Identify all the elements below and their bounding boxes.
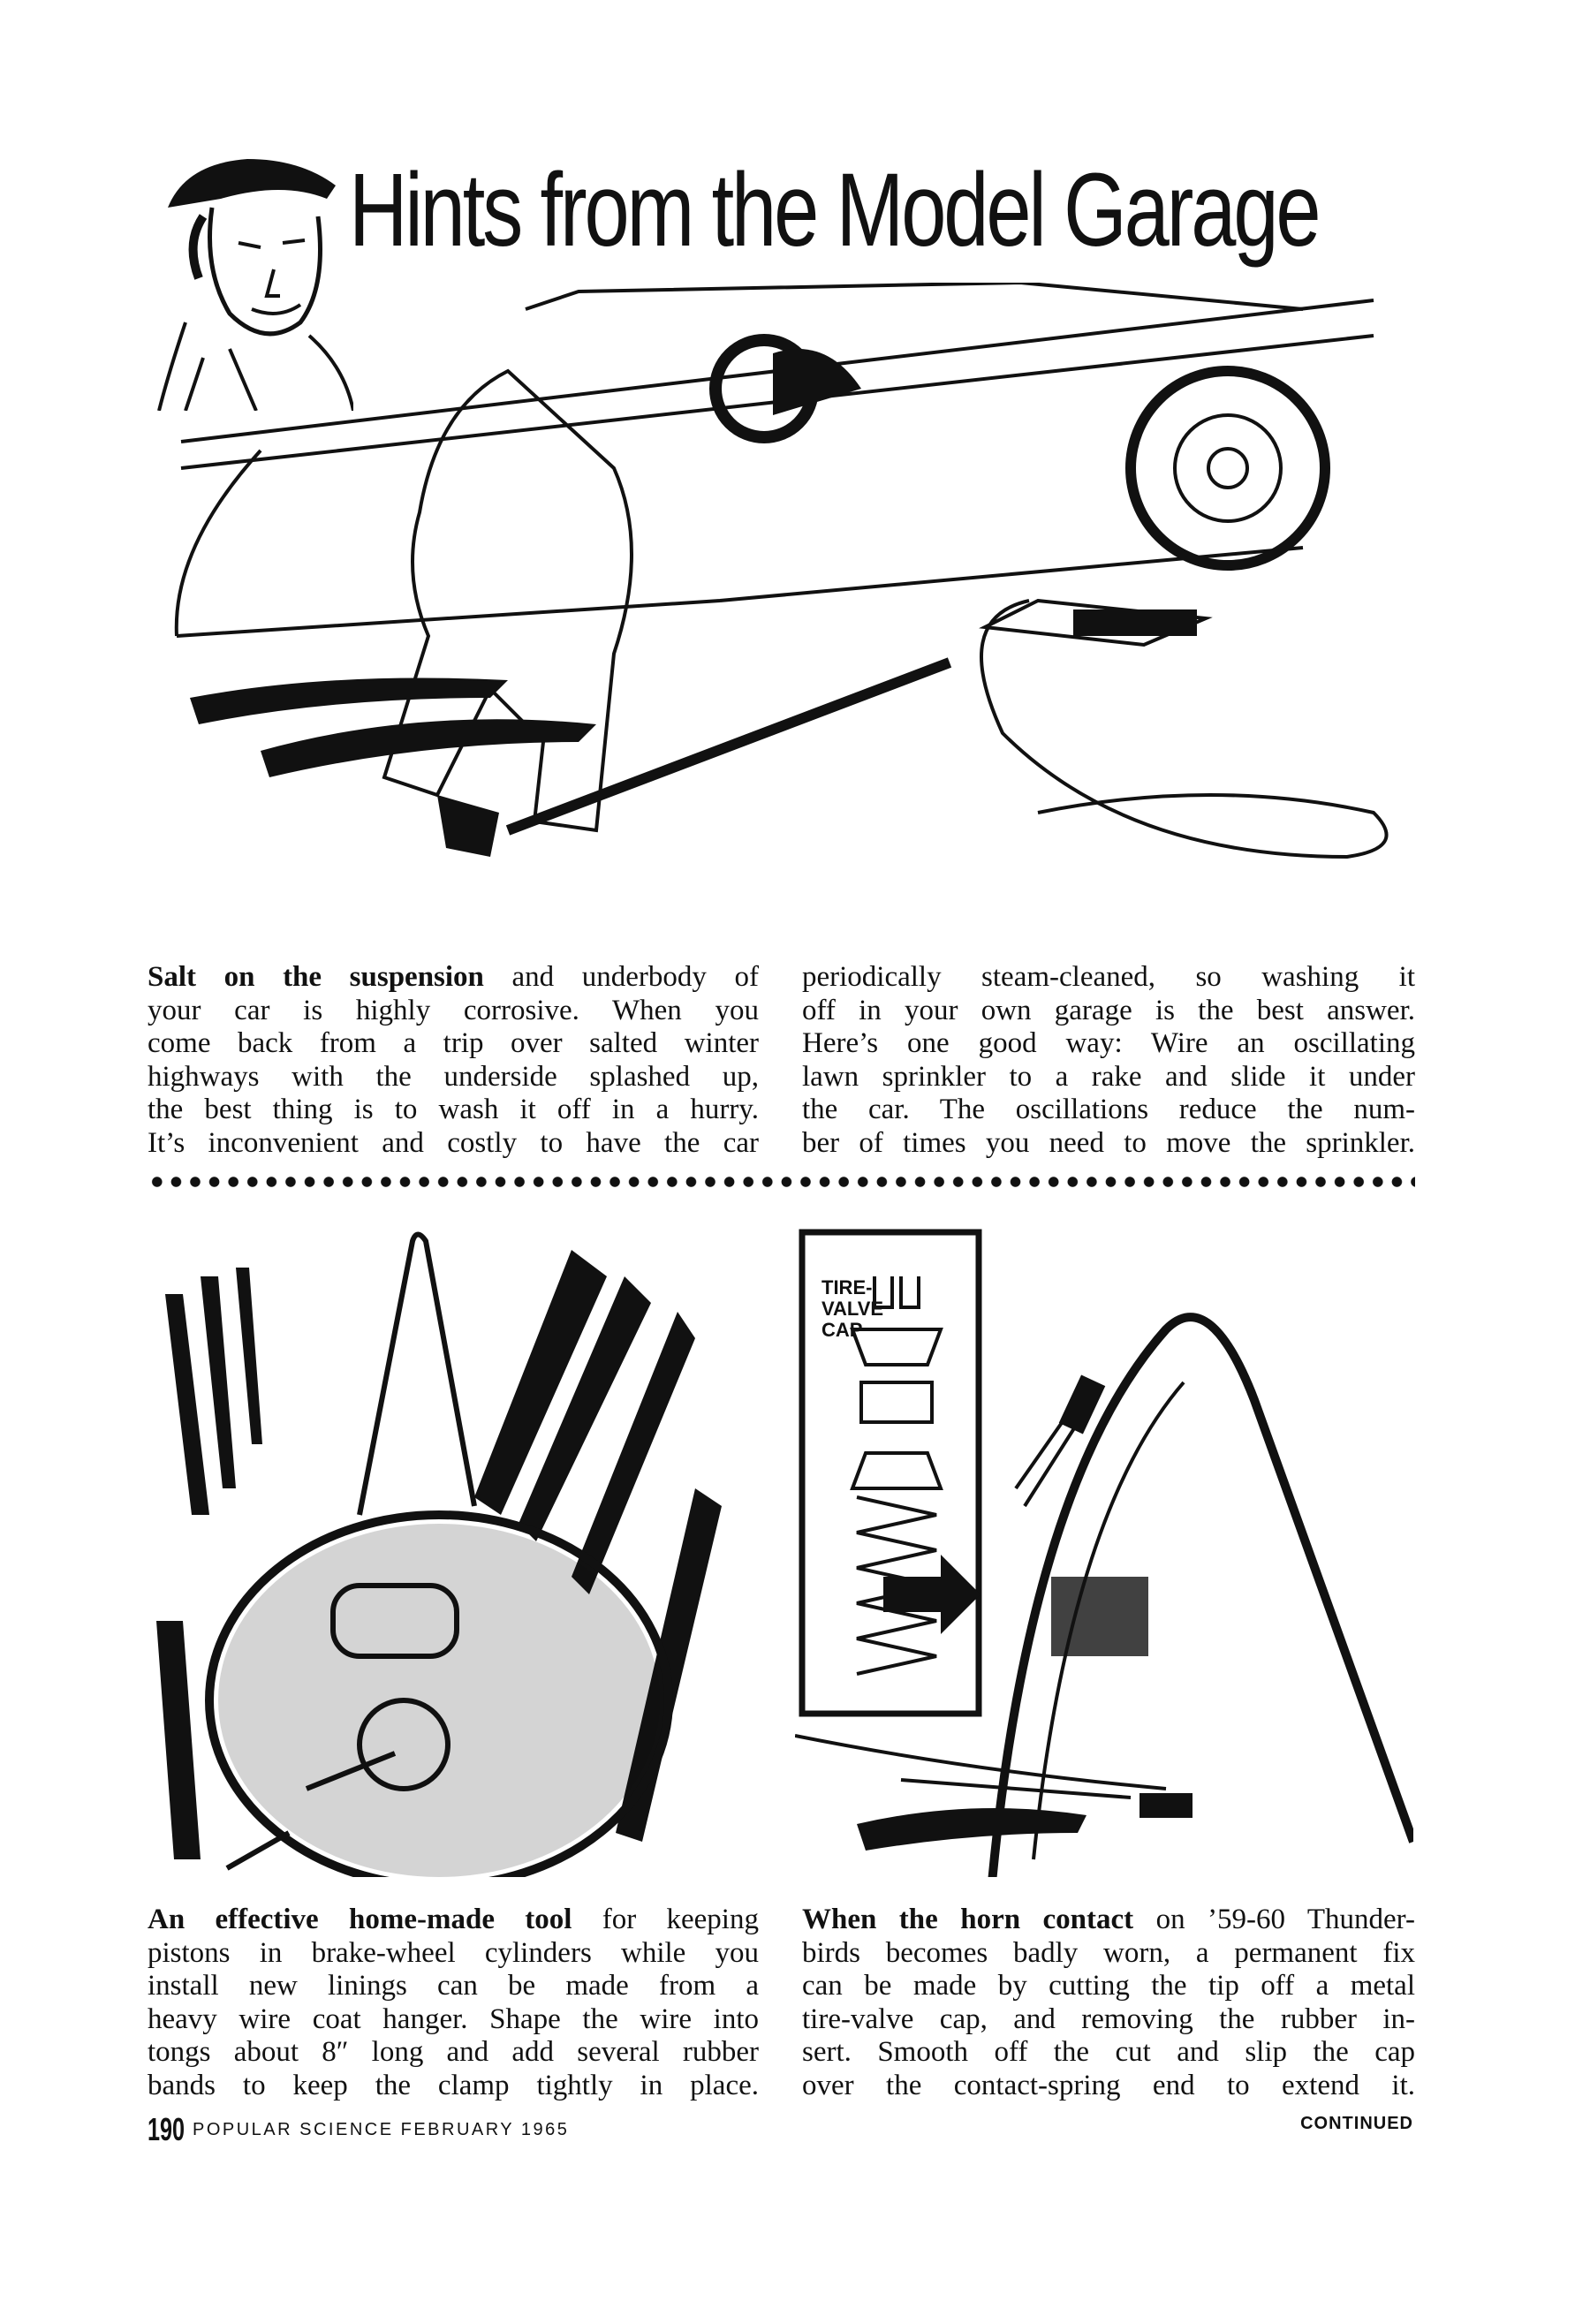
tire-valve-cap-label: TIRE- (822, 1276, 873, 1298)
brake-tool-illustration (148, 1223, 775, 1877)
tire-valve-cap-label: VALVE (822, 1298, 884, 1320)
text-line: tongs about 8″ long and add several rubber (148, 2036, 759, 2069)
text-line: periodically steam-cleaned, so washing it (802, 961, 1415, 993)
article-brake-tool (148, 1904, 759, 2103)
car-sprinkler-illustration (155, 283, 1413, 954)
text-line: off in your own garage is the best answer. (802, 994, 1415, 1026)
text-line: come back from a trip over salted winter (148, 1027, 759, 1060)
text-line: lawn sprinkler to a rake and slide it under (802, 1060, 1415, 1093)
text-line: It’s inconvenient and costly to have the car (148, 1126, 759, 1159)
text-line: can be made by cutting the tip off a metal (802, 1970, 1415, 2002)
text-line: install new linings can be made from a (148, 1970, 759, 2002)
text-line: birds becomes badly worn, a permanent fix (802, 1936, 1415, 1969)
text-line: Salt on the suspension and underbody of (148, 961, 759, 993)
text-line: your car is highly corrosive. When you (148, 994, 759, 1026)
article-horn-contact (802, 1904, 1415, 2103)
text-line: over the contact-spring end to extend it. (802, 2069, 1415, 2101)
page-number: 190 (148, 2111, 186, 2147)
text-line: Here’s one good way: Wire an oscillating (802, 1027, 1415, 1060)
text-line: tire-valve cap, and removing the rubber in- (802, 2002, 1415, 2035)
text-line: bands to keep the clamp tightly in place. (148, 2069, 759, 2101)
dotted-divider (148, 1173, 1415, 1191)
text-line: When the horn contact on ’59-60 Thunder- (802, 1904, 1415, 1935)
article-salt-right-column (802, 961, 1415, 1161)
page-title: Hints from the Model Garage (349, 152, 1319, 269)
horn-contact-illustration (795, 1223, 1413, 1877)
text-line: An effective home-made tool for keeping (148, 1904, 759, 1935)
publication-line: POPULAR SCIENCE FEBRUARY 1965 (193, 2120, 570, 2139)
tire-valve-cap-label: CAP (822, 1319, 863, 1341)
article-salt-left-column (148, 961, 759, 1161)
text-line: ber of times you need to move the sprinkler. (802, 1126, 1415, 1159)
text-line: the car. The oscillations reduce the num- (802, 1094, 1415, 1126)
text-line: pistons in brake-wheel cylinders while you (148, 1936, 759, 1969)
text-line: the best thing is to wash it off in a hurry. (148, 1094, 759, 1126)
text-line: highways with the underside splashed up, (148, 1060, 759, 1093)
text-line: sert. Smooth off the cut and slip the cap (802, 2036, 1415, 2069)
continued-label: CONTINUED (1300, 2114, 1413, 2133)
text-line: heavy wire coat hanger. Shape the wire into (148, 2002, 759, 2035)
